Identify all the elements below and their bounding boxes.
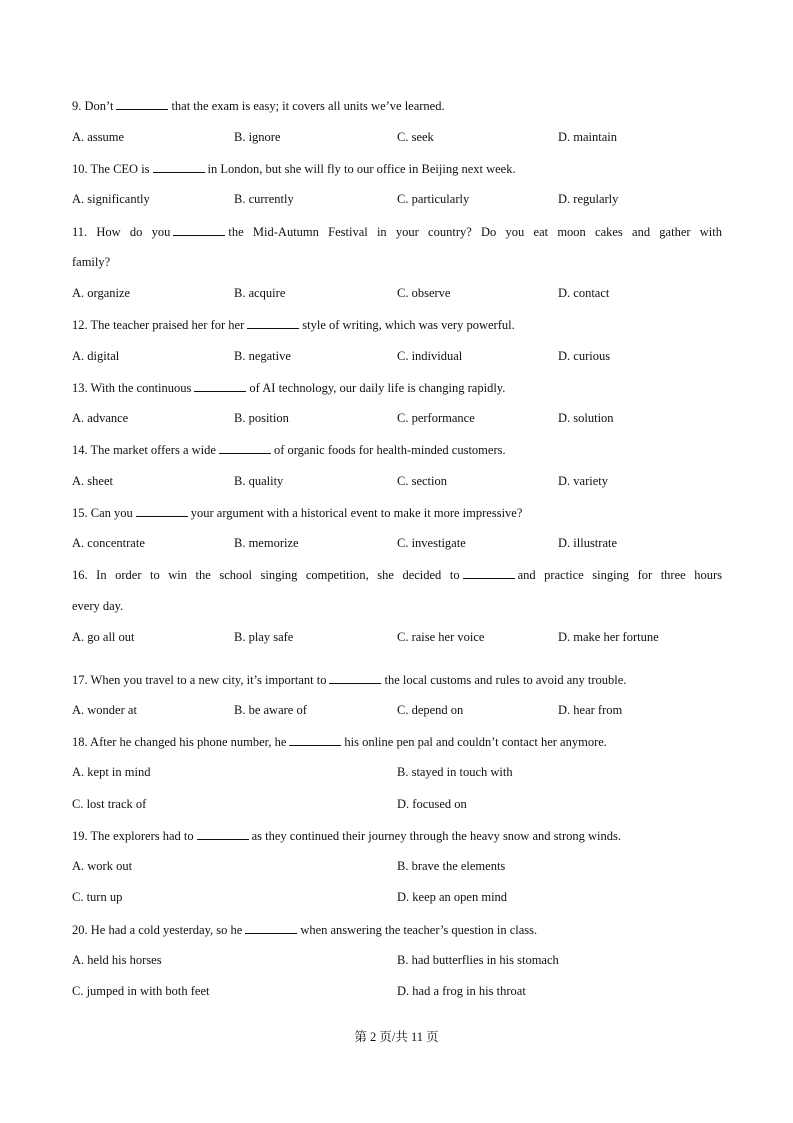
question-15 xyxy=(72,504,522,521)
option-d: D. curious xyxy=(558,349,611,363)
option-c: C. performance xyxy=(397,411,475,425)
option-a: A. kept in mind xyxy=(72,765,151,779)
question-18 xyxy=(72,733,607,750)
option-b: B. play safe xyxy=(234,630,294,644)
option-b: B. position xyxy=(234,411,289,425)
answer-blank xyxy=(245,921,297,934)
question-text: the local customs and rules to avoid any trouble. xyxy=(384,673,627,687)
option-c: C. jumped in with both feet xyxy=(72,984,210,998)
option-a: A. wonder at xyxy=(72,703,137,717)
option-b: B. memorize xyxy=(234,536,299,550)
option-a: A. organize xyxy=(72,286,131,300)
question-11-continuation: family? xyxy=(72,255,111,269)
question-text: his online pen pal and couldn’t contact her anymore. xyxy=(344,735,607,749)
question-text: as they continued their journey through the heavy snow and strong winds. xyxy=(251,829,621,843)
option-b: B. quality xyxy=(234,474,284,488)
question-text: and practice singing for three hours xyxy=(517,568,722,582)
question-text: the Mid-Autumn Festival in your country? Do you eat moon cakes and gather with xyxy=(228,225,722,239)
question-text: 16. In order to win the school singing competition, she decided to xyxy=(72,568,460,582)
option-b: B. negative xyxy=(234,349,291,363)
question-11 xyxy=(72,223,722,240)
question-text: 18. After he changed his phone number, he xyxy=(72,735,287,749)
answer-blank xyxy=(194,379,246,392)
option-c: C. depend on xyxy=(397,703,464,717)
option-a: A. advance xyxy=(72,411,129,425)
option-a: A. held his horses xyxy=(72,953,162,967)
question-text: 20. He had a cold yesterday, so he xyxy=(72,923,243,937)
question-9 xyxy=(72,97,445,114)
option-c: C. lost track of xyxy=(72,797,147,811)
answer-blank xyxy=(136,504,188,517)
question-20 xyxy=(72,921,537,938)
option-d: D. hear from xyxy=(558,703,623,717)
question-text: that the exam is easy; it covers all units we’ve learned. xyxy=(171,99,445,113)
option-d: D. make her fortune xyxy=(558,630,659,644)
option-d: D. focused on xyxy=(397,797,467,811)
page-footer: 第 2 页/共 11 页 xyxy=(354,1030,439,1044)
question-14 xyxy=(72,441,506,458)
question-19 xyxy=(72,827,621,844)
answer-blank xyxy=(463,566,515,579)
question-16-continuation: every day. xyxy=(72,599,124,613)
option-c: C. section xyxy=(397,474,447,488)
option-a: A. significantly xyxy=(72,192,150,206)
question-text: your argument with a historical event to make it more impressive? xyxy=(190,506,523,520)
answer-blank xyxy=(329,671,381,684)
option-b: B. had butterflies in his stomach xyxy=(397,953,559,967)
option-d: D. maintain xyxy=(558,130,618,144)
option-b: B. stayed in touch with xyxy=(397,765,513,779)
option-d: D. illustrate xyxy=(558,536,618,550)
question-text: of AI technology, our daily life is changing rapidly. xyxy=(249,381,506,395)
question-text: 10. The CEO is xyxy=(72,162,150,176)
option-a: A. digital xyxy=(72,349,120,363)
question-text: 13. With the continuous xyxy=(72,381,192,395)
option-c: C. investigate xyxy=(397,536,466,550)
option-b: B. be aware of xyxy=(234,703,307,717)
option-d: D. had a frog in his throat xyxy=(397,984,526,998)
question-text: 14. The market offers a wide xyxy=(72,443,216,457)
option-d: D. variety xyxy=(558,474,608,488)
option-c: C. seek xyxy=(397,130,434,144)
question-text: style of writing, which was very powerful. xyxy=(302,318,515,332)
question-text: when answering the teacher’s question in class. xyxy=(300,923,538,937)
question-text: 15. Can you xyxy=(72,506,133,520)
option-c: C. turn up xyxy=(72,890,123,904)
option-c: C. individual xyxy=(397,349,463,363)
question-text: 17. When you travel to a new city, it’s important to xyxy=(72,673,327,687)
option-c: C. observe xyxy=(397,286,451,300)
answer-blank xyxy=(173,223,225,236)
question-text: of organic foods for health-minded customers. xyxy=(273,443,506,457)
question-text: 9. Don’t xyxy=(72,99,114,113)
option-d: D. regularly xyxy=(558,192,619,206)
answer-blank xyxy=(247,316,299,329)
option-c: C. raise her voice xyxy=(397,630,485,644)
question-13 xyxy=(72,379,505,396)
option-d: D. keep an open mind xyxy=(397,890,508,904)
option-a: A. sheet xyxy=(72,474,113,488)
answer-blank xyxy=(153,160,205,173)
option-a: A. go all out xyxy=(72,630,135,644)
option-b: B. acquire xyxy=(234,286,286,300)
answer-blank xyxy=(219,441,271,454)
option-d: D. contact xyxy=(558,286,610,300)
option-b: B. brave the elements xyxy=(397,859,506,873)
option-c: C. particularly xyxy=(397,192,470,206)
option-a: A. assume xyxy=(72,130,125,144)
option-a: A. concentrate xyxy=(72,536,145,550)
question-text: in London, but she will fly to our office in Beijing next week. xyxy=(207,162,516,176)
option-a: A. work out xyxy=(72,859,133,873)
question-16 xyxy=(72,566,722,583)
option-b: B. ignore xyxy=(234,130,281,144)
question-text: 11. How do you xyxy=(72,225,171,239)
question-17 xyxy=(72,671,626,688)
option-d: D. solution xyxy=(558,411,614,425)
question-text: 19. The explorers had to xyxy=(72,829,194,843)
question-text: 12. The teacher praised her for her xyxy=(72,318,245,332)
answer-blank xyxy=(197,827,249,840)
option-b: B. currently xyxy=(234,192,294,206)
question-12 xyxy=(72,316,515,333)
answer-blank xyxy=(289,733,341,746)
answer-blank xyxy=(116,97,168,110)
question-10 xyxy=(72,160,516,177)
